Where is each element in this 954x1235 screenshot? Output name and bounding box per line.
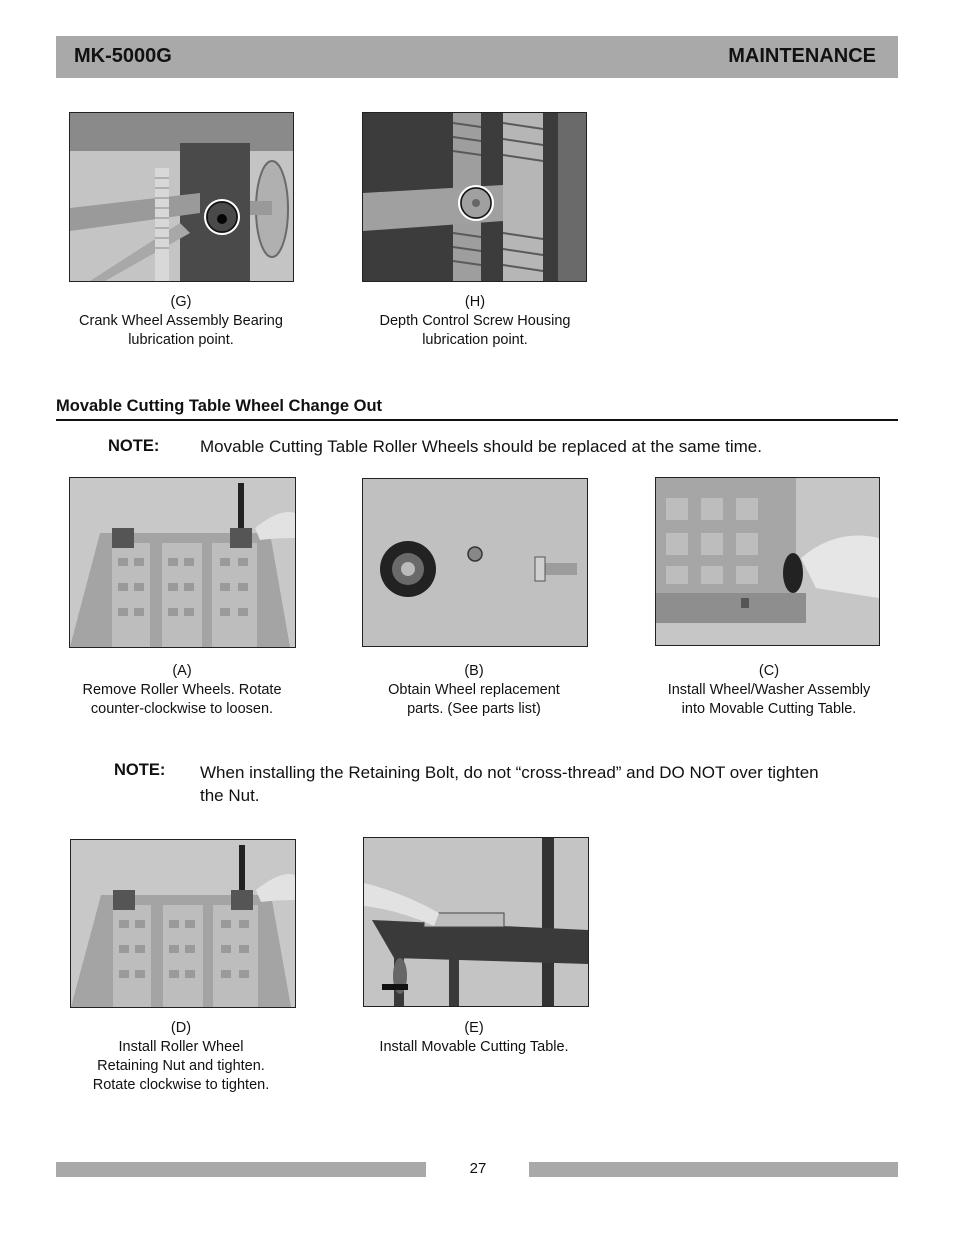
caption-a xyxy=(62,662,302,719)
caption-line: Retaining Nut and tighten. xyxy=(97,1058,265,1074)
caption-line: Install Movable Cutting Table. xyxy=(379,1039,569,1055)
caption-e xyxy=(354,1019,594,1057)
caption-line: into Movable Cutting Table. xyxy=(681,701,857,717)
caption-line: Install Wheel/Washer Assembly xyxy=(667,682,871,698)
page-header xyxy=(56,36,898,78)
photo-install-movable-table xyxy=(363,837,589,1007)
caption-d xyxy=(61,1019,301,1095)
caption-line: Crank Wheel Assembly Bearing xyxy=(79,313,283,329)
caption-line: Depth Control Screw Housing xyxy=(379,313,571,329)
photo-wheel-replacement-parts xyxy=(362,478,588,647)
caption-line: lubrication point. xyxy=(422,332,528,348)
caption-g xyxy=(61,293,301,350)
caption-line: counter-clockwise to loosen. xyxy=(90,701,274,717)
caption-line: Rotate clockwise to tighten. xyxy=(92,1077,270,1093)
note-text xyxy=(200,761,890,807)
photo-depth-control-screw-housing xyxy=(362,112,587,282)
page-number: 27 xyxy=(469,1160,487,1177)
caption-b xyxy=(354,662,594,719)
note-text: Movable Cutting Table Roller Wheels should be replaced at the same time. xyxy=(200,437,762,456)
caption-letter: (B) xyxy=(464,663,484,679)
caption-letter: (H) xyxy=(464,294,486,310)
note-label: NOTE: xyxy=(108,437,160,455)
footer-bar-left xyxy=(56,1162,426,1177)
footer-bar-right xyxy=(529,1162,898,1177)
photo-crank-wheel-bearing xyxy=(69,112,294,282)
caption-line: parts. (See parts list) xyxy=(407,701,541,717)
section-heading: Movable Cutting Table Wheel Change Out xyxy=(56,397,383,415)
caption-c xyxy=(644,662,894,719)
section-title: MAINTENANCE xyxy=(728,45,876,67)
photo-install-retaining-nut xyxy=(70,839,296,1008)
caption-line: lubrication point. xyxy=(128,332,234,348)
caption-h xyxy=(355,293,595,350)
caption-line: Install Roller Wheel xyxy=(118,1039,244,1055)
note-line: When installing the Retaining Bolt, do not “cross-thread” and DO NOT over tighten xyxy=(200,763,819,782)
caption-letter: (E) xyxy=(464,1020,484,1036)
caption-letter: (C) xyxy=(758,663,780,679)
photo-remove-roller-wheels xyxy=(69,477,296,648)
heading-rule xyxy=(56,419,898,421)
caption-letter: (A) xyxy=(172,663,192,679)
note-line: the Nut. xyxy=(200,786,260,805)
note-label: NOTE: xyxy=(114,761,166,779)
model-name: MK-5000G xyxy=(74,45,172,67)
photo-install-wheel-washer xyxy=(655,477,880,646)
caption-line: Obtain Wheel replacement xyxy=(388,682,560,698)
caption-letter: (D) xyxy=(170,1020,192,1036)
caption-letter: (G) xyxy=(170,294,192,310)
caption-line: Remove Roller Wheels. Rotate xyxy=(82,682,282,698)
